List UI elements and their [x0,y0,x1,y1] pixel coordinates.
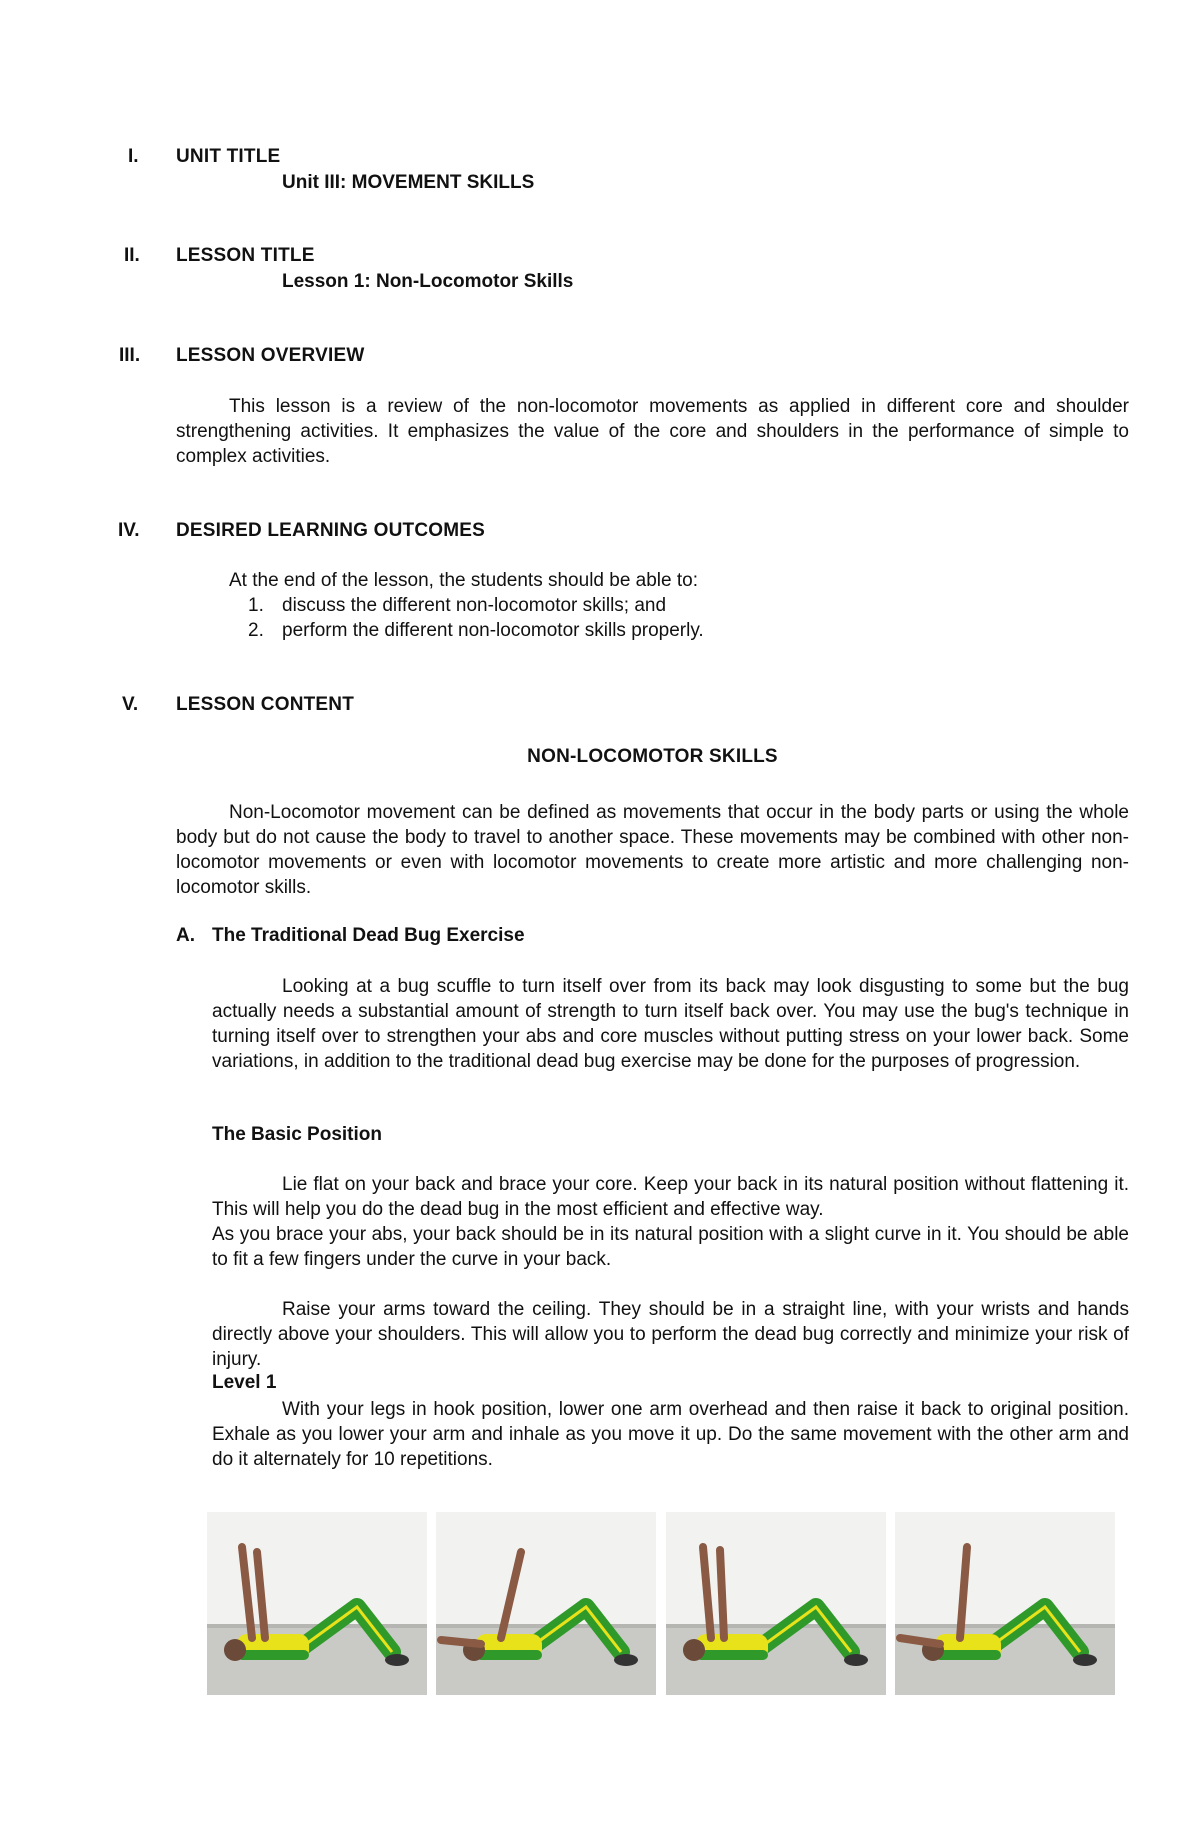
level-1-title: Level 1 [212,1372,277,1393]
basic-position-p1: Lie flat on your back and brace your core. Keep your back in its natural position without flattening it. This will help you do the dead bug in the most efficient and effective way. [212,1174,1129,1220]
subsection-a-label: A. [176,925,195,946]
subsection-a-title: The Traditional Dead Bug Exercise [212,925,525,946]
section-2-number: II. [124,245,140,266]
section-5-title: LESSON CONTENT [176,694,355,715]
basic-position-p2: As you brace your abs, your back should be in its natural position with a slight curve in it. You should be able to fit a few fingers under the curve in your back. [212,1224,1129,1270]
basic-position-title: The Basic Position [212,1124,382,1145]
exercise-photo-4 [895,1512,1115,1695]
exercise-photo-1 [207,1512,427,1695]
non-locomotor-intro: Non-Locomotor movement can be defined as movements that occur in the body parts or using the whole body but do not cause the body to travel to another space. These movements may be combined with other non-locomotor movements or even with locomotor movements to create more artistic and more challenging non-locomotor skills. [176,802,1129,898]
outcome-2-number: 2. [248,620,264,641]
section-4-title: DESIRED LEARNING OUTCOMES [176,520,486,541]
section-4-number: IV. [118,520,140,541]
content-center-title: NON-LOCOMOTOR SKILLS [527,746,778,767]
outcome-1-number: 1. [248,595,264,616]
section-1-number: I. [128,146,139,167]
basic-position-p3: Raise your arms toward the ceiling. They should be in a straight line, with your wrists and hands directly above your shoulders. This will allow you to perform the dead bug correctly and minimize your risk of injury. [212,1299,1129,1370]
outcomes-intro: At the end of the lesson, the students should be able to: [229,570,698,591]
lesson-overview-text: This lesson is a review of the non-locomotor movements as applied in different core and shoulder strengthening activities. It emphasizes the value of the core and shoulders in the performance of simple to complex activities. [176,396,1129,467]
section-1-title: UNIT TITLE [176,146,281,167]
outcome-1-text: discuss the different non-locomotor skills; and [282,595,667,616]
outcome-2-text: perform the different non-locomotor skills properly. [282,620,704,641]
section-5-number: V. [122,694,139,715]
section-3-number: III. [119,345,141,366]
unit-title: Unit III: MOVEMENT SKILLS [282,172,535,193]
lesson-title: Lesson 1: Non-Locomotor Skills [282,271,574,292]
dead-bug-description: Looking at a bug scuffle to turn itself over from its back may look disgusting to some but the bug actually needs a substantial amount of strength to turn itself back over. You may use the bug's technique in turning itself over to strengthen your abs and core muscles without putting stress on your lower back. Some variations, in addition to the traditional dead bug exercise may be done for the purposes of progression. [212,976,1129,1072]
exercise-photo-3 [666,1512,886,1695]
level-1-text: With your legs in hook position, lower one arm overhead and then raise it back to original position. Exhale as you lower your arm and inhale as you move it up. Do the same movement with the other arm and do it alternately for 10 repetitions. [212,1399,1129,1470]
section-2-title: LESSON TITLE [176,245,315,266]
exercise-photo-2 [436,1512,656,1695]
section-3-title: LESSON OVERVIEW [176,345,365,366]
exercise-photo-strip [207,1512,1115,1695]
